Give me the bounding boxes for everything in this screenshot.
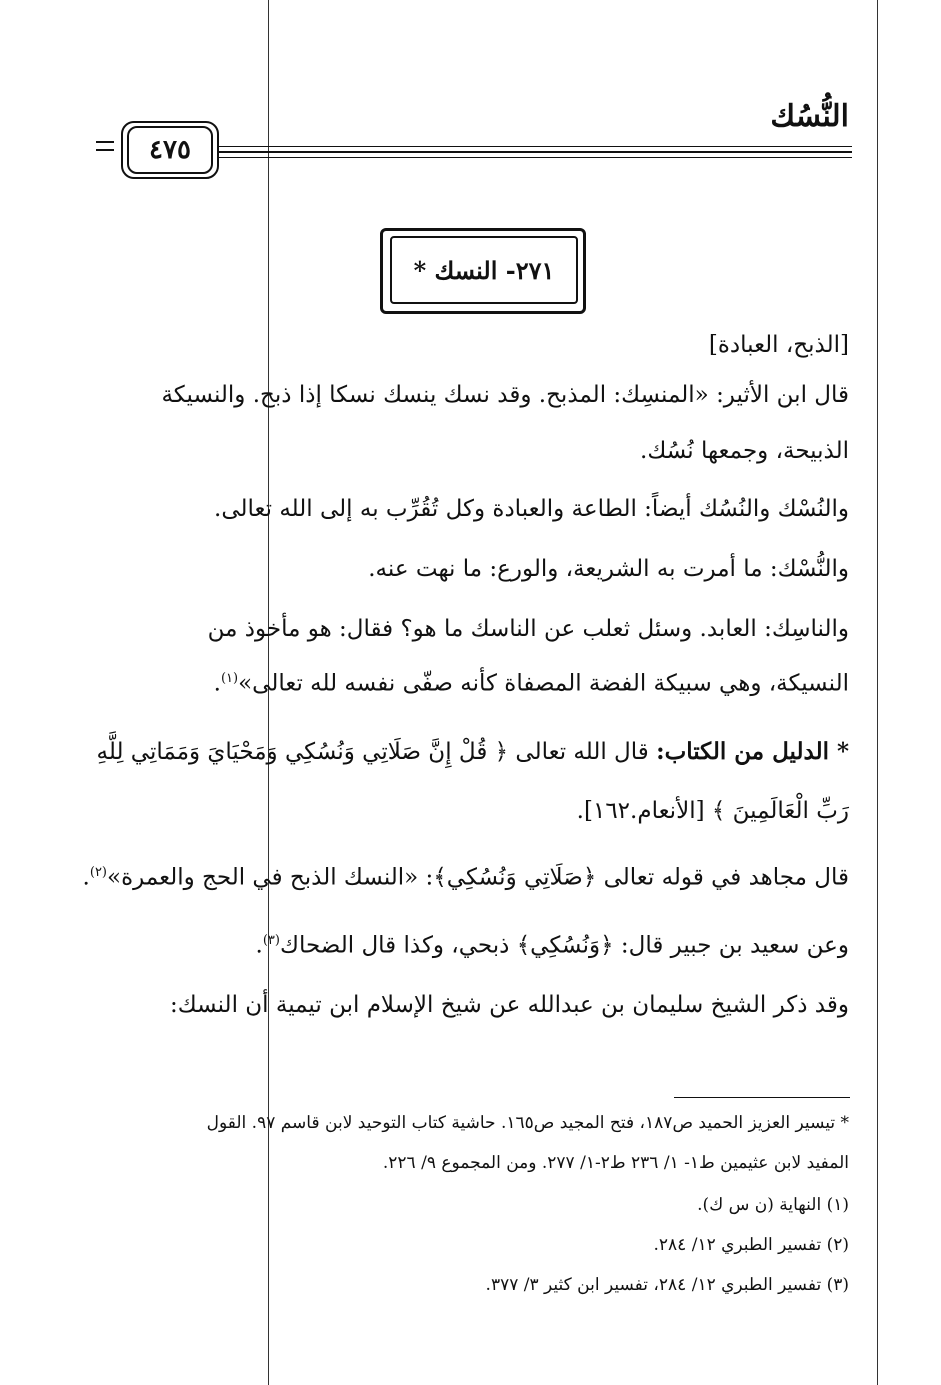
para5-end: .: [82, 864, 90, 891]
para4-line2-end: .: [213, 670, 221, 697]
footnote-1: (١) النهاية (ن س ك).: [697, 1195, 849, 1215]
footnote-separator: [674, 1097, 850, 1098]
para4-line2: [214, 672, 849, 696]
running-header-title: النُّسُك: [770, 99, 849, 134]
page-number: ٤٧٥: [127, 126, 213, 174]
footnote-ref-2: (٢): [89, 865, 107, 880]
evidence-line1: [97, 740, 849, 764]
footnote-ref-3: (٣): [262, 933, 280, 948]
footnote-2: (٢) تفسير الطبري ١٢/ ٢٨٤.: [653, 1235, 849, 1255]
para6-end: .: [255, 932, 263, 959]
footnote-ref-1: (١): [220, 671, 239, 686]
header-rule-top: [218, 146, 852, 147]
footnote-star-line2: المفيد لابن عثيمين ط١- ١/ ٢٣٦ ط٢-١/ ٢٧٧. ومن المجموع ٩/ ٢٢٦.: [382, 1153, 849, 1173]
para1-line2: الذبيحة، وجمعها نُسُك.: [640, 438, 849, 464]
footnote-3: (٣) تفسير الطبري ١٢/ ٢٨٤، تفسير ابن كثير ٣/ ٣٧٧.: [485, 1275, 849, 1295]
para1-line1: قال ابن الأثير: «المنسِك: المذبح. وقد نسك ينسك نسكا إذا ذبح. والنسيكة: [161, 382, 849, 408]
para4-line2-text: النسيكة، وهي سبيكة الفضة المصفاة كأنه صفّى نفسه لله تعالى»: [238, 670, 849, 697]
para5-text: قال مجاهد في قوله تعالى ﴿صَلَاتِي وَنُسُكِي﴾: «النسك الذبح في الحج والعمرة»: [107, 864, 849, 891]
footnote-star-line1: * تيسير العزيز الحميد ص١٨٧، فتح المجيد ص١٦٥. حاشية كتاب التوحيد لابن قاسم ٩٧. القول: [206, 1113, 849, 1133]
para4-line1: والناسِك: العابد. وسئل ثعلب عن الناسك ما هو؟ فقال: هو مأخوذ من: [207, 616, 849, 642]
entry-title: ٢٧١- النسك *: [390, 236, 578, 304]
para7: وقد ذكر الشيخ سليمان بن عبدالله عن شيخ الإسلام ابن تيمية أن النسك:: [169, 992, 849, 1018]
header-rule-bottom: [218, 157, 852, 158]
para3: والنُّسْك: ما أمرت به الشريعة، والورع: ما نهت عنه.: [368, 556, 849, 582]
header-ornament: [96, 141, 114, 153]
para5: [83, 866, 849, 890]
evidence-line2: رَبِّ الْعَالَمِينَ ﴾ [الأنعام.١٦٢].: [576, 798, 849, 824]
para6-text: وعن سعيد بن جبير قال: ﴿وَنُسُكِي﴾ ذبحي، وكذا قال الضحاك: [279, 932, 849, 959]
evidence-verse: قال الله تعالى ﴿ قُلْ إِنَّ صَلَاتِي وَنُسُكِي وَمَحْيَايَ وَمَمَاتِي لِلَّهِ: [96, 739, 649, 765]
tags-line: [الذبح، العبادة]: [708, 332, 849, 358]
para2: والنُسْك والنُسُك أيضاً: الطاعة والعبادة وكل تُقُرِّب به إلى الله تعالى.: [214, 496, 849, 522]
header-rule-mid: [218, 151, 852, 153]
evidence-label: * الدليل من الكتاب:: [656, 738, 849, 765]
para6: [256, 934, 849, 958]
scan-line-right: [877, 0, 878, 1385]
